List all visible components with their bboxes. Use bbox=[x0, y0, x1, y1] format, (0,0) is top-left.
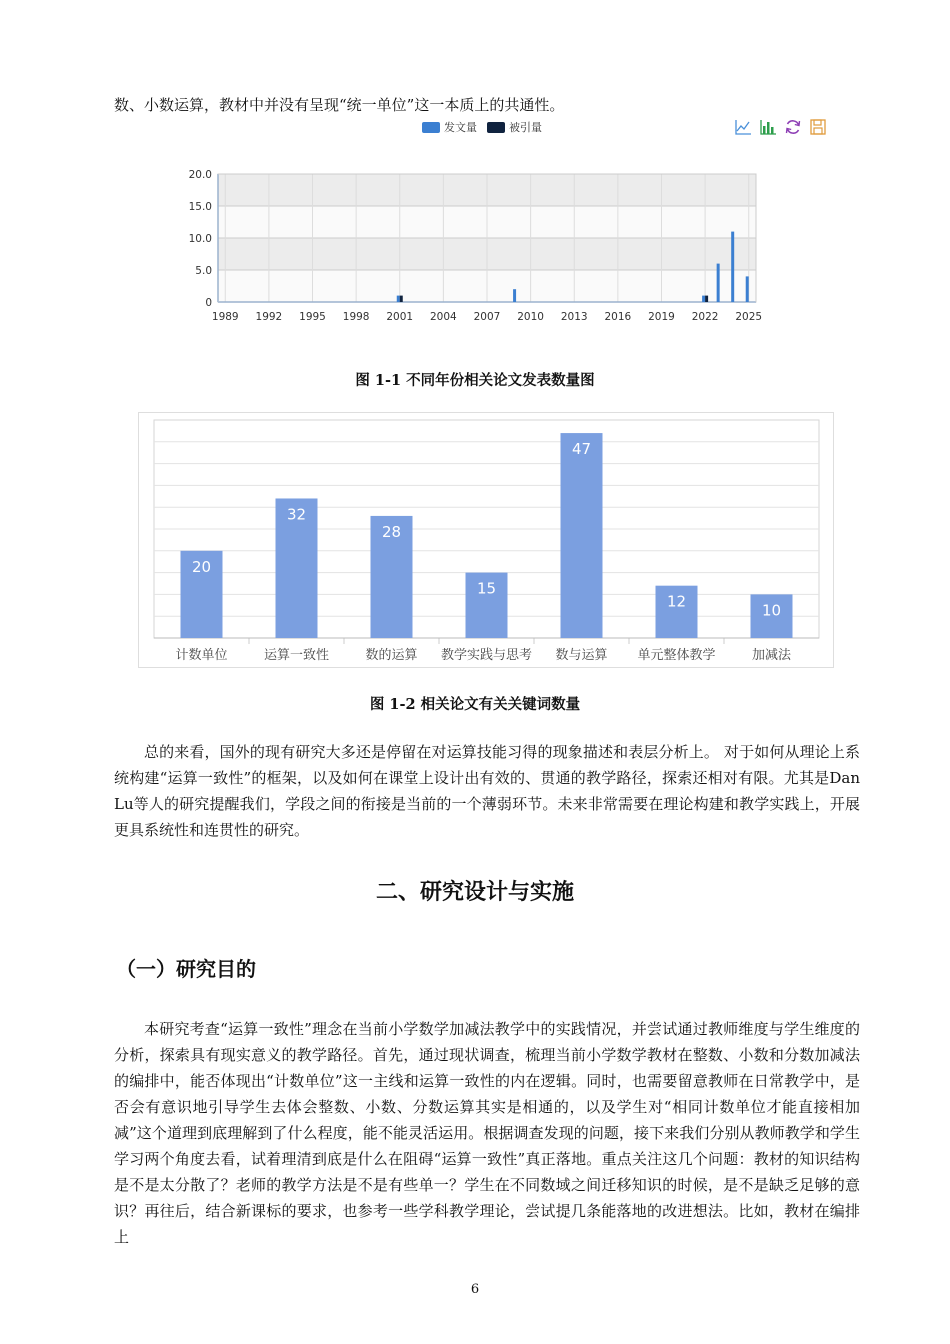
category-label: 数的运算 bbox=[365, 648, 418, 663]
x-tick-label: 2025 bbox=[735, 311, 763, 323]
figure-1-1-caption: 图 1-1 不同年份相关论文发表数量图 bbox=[355, 372, 595, 389]
x-tick-label: 2007 bbox=[473, 311, 501, 323]
bar-chart-icon[interactable] bbox=[759, 118, 777, 136]
bar-value-label: 15 bbox=[476, 579, 497, 598]
bar-publications[interactable] bbox=[397, 296, 400, 302]
page-number: 6 bbox=[470, 1282, 480, 1297]
line-chart-icon[interactable] bbox=[734, 118, 752, 136]
bar-value-label: 28 bbox=[381, 522, 402, 541]
x-tick-label: 2001 bbox=[386, 311, 414, 323]
category-label: 加减法 bbox=[751, 648, 792, 663]
bar-value-label: 32 bbox=[286, 505, 307, 524]
intro-line: 数、小数运算，教材中并没有呈现“统一单位”这一本质上的共通性。 bbox=[114, 96, 565, 114]
bar-publications[interactable] bbox=[702, 296, 705, 302]
category-label: 计数单位 bbox=[175, 648, 228, 663]
bar-value-label: 20 bbox=[191, 557, 212, 576]
bar-publications[interactable] bbox=[513, 289, 516, 302]
x-tick-label: 1989 bbox=[211, 311, 239, 323]
purpose-paragraph: 本研究考查“运算一致性”理念在当前小学数学加减法教学中的实践情况，并尝试通过教师维度与学生维度的分析，探索具有现实意义的教学路径。首先，通过现状调查，梳理当前小学数学教材在整数、小数和分数加减法的编排中，能否体现出“计数单位”这一主线和运算一致性的内在逻辑。同时，也需要留意教师在日常教学中，是否会有意识地引导学生去体会整数、小数、分数运算其实是相通的，以及学生对“相同计数单位才能直接相加减”这个道理到底理解到了什么程度，能不能灵活运用。根据调查发现的问题，接下来我们分别从教师教学和学生学习两个角度去看，试着理清到底是什么在阻碍“运算一致性”真正落地。重点关注这几个问题：教材的知识结构是不是太分散了？老师的教学方法是不是有些单一？学生在不同数域之间迁移知识的时候，是不是缺乏足够的意识？再往后，结合新课标的要求，也参考一些学科教学理论，尝试提几条能落地的改进想法。比如，教材在编排上 bbox=[114, 1020, 860, 1246]
bar-citations[interactable] bbox=[400, 296, 403, 302]
save-icon[interactable] bbox=[809, 118, 827, 136]
x-tick-label: 2022 bbox=[691, 311, 719, 323]
keyword-count-chart bbox=[138, 412, 834, 668]
legend-swatch-publications bbox=[422, 122, 440, 133]
x-tick-label: 1992 bbox=[255, 311, 283, 323]
chart1-toolbox bbox=[734, 118, 827, 136]
category-label: 单元整体教学 bbox=[637, 648, 716, 663]
refresh-icon[interactable] bbox=[784, 118, 802, 136]
bar-value-label: 10 bbox=[761, 601, 782, 620]
category-label: 数与运算 bbox=[555, 648, 608, 663]
bar-value-label: 47 bbox=[571, 440, 592, 459]
summary-paragraph: 总的来看，国外的现有研究大多还是停留在对运算技能习得的现象描述和表层分析上。 对于如何从理论上系统构建“运算一致性”的框架，以及如何在课堂上设计出有效的、贯通的教学路径，探索还相对有限。尤其是Dan Lu等人的研究提醒我们，学段之间的衔接是当前的一个薄弱环节。未来非常需要在理论构建和教学实践上，开展更具系统性和连贯性的研究。 bbox=[114, 743, 860, 839]
bar-publications[interactable] bbox=[731, 232, 734, 302]
legend-swatch-citations bbox=[487, 122, 505, 133]
y-tick-label: 0 bbox=[205, 297, 212, 309]
legend-item-citations[interactable] bbox=[487, 119, 542, 135]
keyword-bar[interactable] bbox=[561, 433, 603, 638]
x-tick-label: 1995 bbox=[299, 311, 326, 323]
x-tick-label: 2016 bbox=[604, 311, 632, 323]
x-tick-label: 2019 bbox=[648, 311, 675, 323]
figure-1-2-caption: 图 1-2 相关论文有关关键词数量 bbox=[369, 696, 581, 713]
legend-item-publications[interactable] bbox=[422, 119, 477, 135]
subsection-title: （一）研究目的 bbox=[116, 957, 256, 981]
legend-label-citations: 被引量 bbox=[509, 121, 542, 134]
y-tick-label: 15.0 bbox=[188, 201, 212, 213]
bar-publications[interactable] bbox=[746, 276, 749, 302]
y-tick-label: 20.0 bbox=[188, 169, 212, 181]
y-tick-label: 5.0 bbox=[195, 265, 212, 277]
section-title: 二、研究设计与实施 bbox=[375, 880, 574, 905]
bar-publications[interactable] bbox=[717, 264, 720, 302]
x-tick-label: 2013 bbox=[560, 311, 588, 323]
publication-year-chart bbox=[180, 160, 780, 330]
y-tick-label: 10.0 bbox=[188, 233, 212, 245]
legend-label-publications: 发文量 bbox=[444, 121, 477, 134]
bar-citations[interactable] bbox=[705, 296, 708, 302]
x-tick-label: 2004 bbox=[430, 311, 457, 323]
chart1-legend bbox=[422, 119, 542, 135]
category-label: 教学实践与思考 bbox=[440, 648, 533, 663]
bar-value-label: 12 bbox=[666, 592, 687, 611]
x-tick-label: 2010 bbox=[517, 311, 544, 323]
x-tick-label: 1998 bbox=[342, 311, 370, 323]
category-label: 运算一致性 bbox=[263, 648, 330, 663]
